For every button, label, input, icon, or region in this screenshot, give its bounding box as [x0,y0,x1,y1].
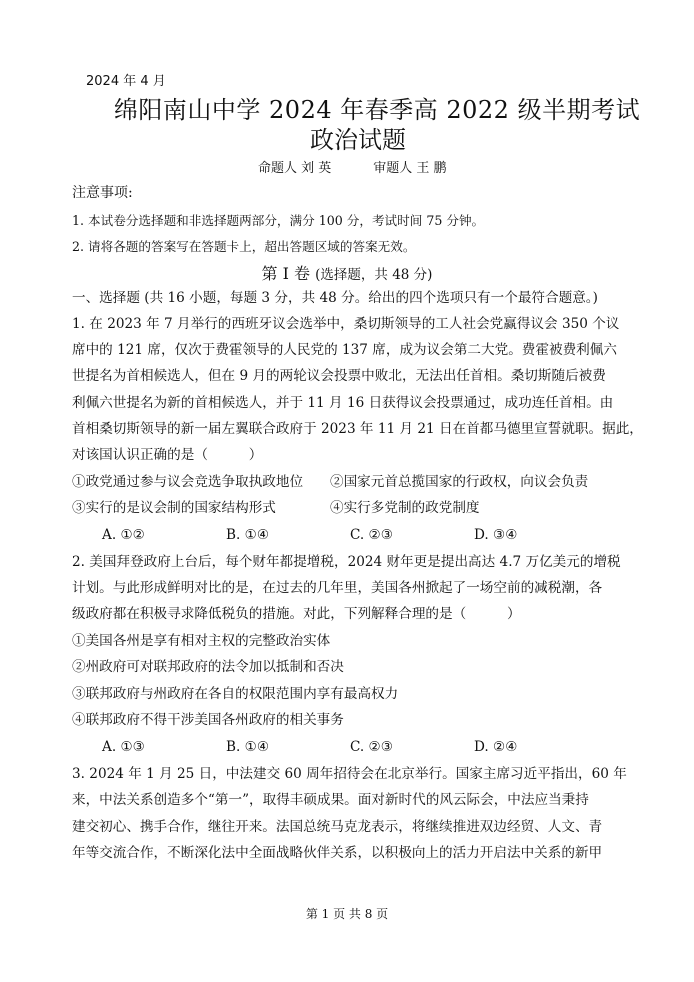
q1-line: 世提名为首相候选人，但在 9 月的两轮议会投票中败北，无法出任首相。桑切斯随后被费 [72,368,606,384]
q1-line: 席中的 121 席，仅次于费霍领导的人民党的 137 席，成为议会第二大党。费霍被费利佩六 [72,342,617,358]
q3-line: 建交初心、携手合作，继往开来。法国总统马克龙表示，将继续推进双边经贸、人文、青 [72,819,603,835]
exam-title: 绵阳南山中学 2024 年春季高 2022 级半期考试 [113,96,641,124]
q1-option-a: A. ①② [102,527,145,543]
q2-statement: ④联邦政府不得干涉美国各州政府的相关事务 [72,712,344,728]
q1-line: 首相桑切斯领导的新一届左翼联合政府于 2023 年 11 月 21 日在首都马德里宣誓就职。据此， [72,421,643,437]
composer: 命题人 刘 英 [258,161,332,176]
notice-item: 2. 请将各题的答案写在答题卡上，超出答题区域的答案无效。 [72,239,416,254]
q2-option-d: D. ②④ [474,739,518,755]
q2-line: 级政府都在积极寻求降低税负的措施。对此，下列解释合理的是（ ） [72,606,521,622]
section-instruction: 一、选择题 (共 16 小题，每题 3 分，共 48 分。给出的四个选项只有一个最符合题意。) [72,290,598,306]
q3-line: 来，中法关系创造多个“第一”，取得丰硕成果。面对新时代的风云际会，中法应当秉持 [72,792,589,808]
q1-statement: ②国家元首总揽国家的行政权，向议会负责 [330,474,589,490]
q1-option-b: B. ①④ [226,527,270,543]
q1-line: 1. 在 2023 年 7 月举行的西班牙议会选举中，桑切斯领导的工人社会党赢得议会 350 个议 [72,316,620,332]
q1-line: 对该国认识正确的是（ ） [72,447,263,463]
q1-statement: ③实行的是议会制的国家结构形式 [72,500,276,516]
q2-option-c: C. ②③ [350,739,393,755]
q1-option-c: C. ②③ [350,527,393,543]
notice-item: 1. 本试卷分选择题和非选择题两部分，满分 100 分，考试时间 75 分钟。 [72,213,485,228]
q3-line: 年等交流合作，不断深化法中全面战略伙伴关系，以积极向上的活力开启法中关系的新甲 [72,845,603,861]
q1-statement: ④实行多党制的政党制度 [330,500,480,516]
section-heading [0,261,694,284]
section-title: 第 I 卷 [261,264,311,283]
q2-option-a: A. ①③ [102,739,145,755]
section-subtitle: (选择题，共 48 分) [315,267,433,283]
exam-date: 2024 年 4 月 [86,74,166,89]
q1-option-d: D. ③④ [474,527,518,543]
reviewer: 审题人 王 鹏 [373,161,447,176]
page-footer: 第 1 页 共 8 页 [305,907,389,921]
q2-statement: ③联邦政府与州政府在各自的权限范围内享有最高权力 [72,686,399,702]
notice-heading: 注意事项: [72,185,133,201]
q2-line: 2. 美国拜登政府上台后，每个财年都提增税，2024 财年更是提出高达 4.7 万亿美元的增税 [72,554,621,570]
q3-line: 3. 2024 年 1 月 25 日，中法建交 60 周年招待会在北京举行。国家主席习近平指出，60 年 [72,766,627,782]
q1-statement: ①政党通过参与议会竞选争取执政地位 [72,474,304,490]
exam-subject-title: 政治试题 [310,126,406,154]
q2-line: 计划。与此形成鲜明对比的是，在过去的几年里，美国各州掀起了一场空前的减税潮，各 [72,580,603,596]
authors-line [258,157,447,176]
q2-statement: ②州政府可对联邦政府的法令加以抵制和否决 [72,659,344,675]
q2-statement: ①美国各州是享有相对主权的完整政治实体 [72,633,331,649]
q2-option-b: B. ①④ [226,739,270,755]
q1-line: 利佩六世提名为新的首相候选人，并于 11 月 16 日获得议会投票通过，成功连任首相。由 [72,395,614,411]
